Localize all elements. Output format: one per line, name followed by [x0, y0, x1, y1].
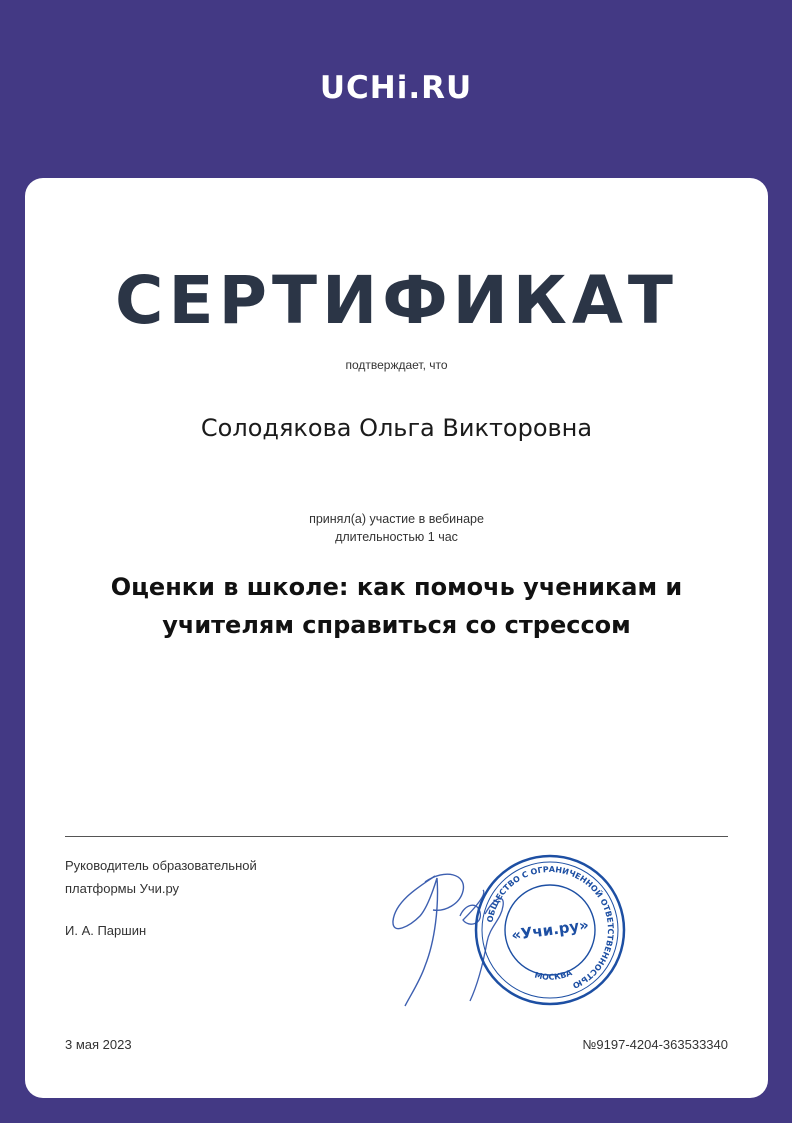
signatory-position-line-1: Руководитель образовательной [65, 858, 257, 873]
certificate-title: СЕРТИФИКАТ [115, 262, 678, 339]
confirms-text: подтверждает, что [345, 358, 448, 372]
issue-date: 3 мая 2023 [65, 1037, 132, 1052]
svg-text:МОСКВА [534, 968, 574, 982]
company-stamp [470, 850, 630, 1010]
recipient-name: Солодякова Ольга Викторовна [200, 414, 593, 442]
certificate-number: №9197-4204-363533340 [582, 1037, 728, 1052]
participation-line-1: принял(а) участие в вебинаре [309, 512, 484, 526]
uchi-ru-logo: UCHi.RU [319, 70, 473, 106]
webinar-title [65, 568, 728, 644]
participation-line-2: длительностью 1 час [335, 530, 458, 544]
stamp-ring-text: ОБЩЕСТВО С ОГРАНИЧЕННОЙ ОТВЕТСТВЕННОСТЬЮ [485, 864, 616, 991]
signatory-name: И. А. Паршин [65, 923, 147, 938]
divider [65, 836, 728, 837]
stamp-city: МОСКВА [533, 968, 574, 982]
signatory-position-line-2: платформы Учи.ру [65, 881, 180, 896]
signatory-position [65, 854, 257, 900]
stamp-center-text: «Учи.ру» [510, 915, 590, 945]
certificate-card [25, 178, 768, 1098]
participation-text [25, 510, 768, 546]
webinar-title-line-2: учителям справиться со стрессом [162, 611, 631, 639]
webinar-title-line-1: Оценки в школе: как помочь ученикам и [110, 573, 683, 601]
